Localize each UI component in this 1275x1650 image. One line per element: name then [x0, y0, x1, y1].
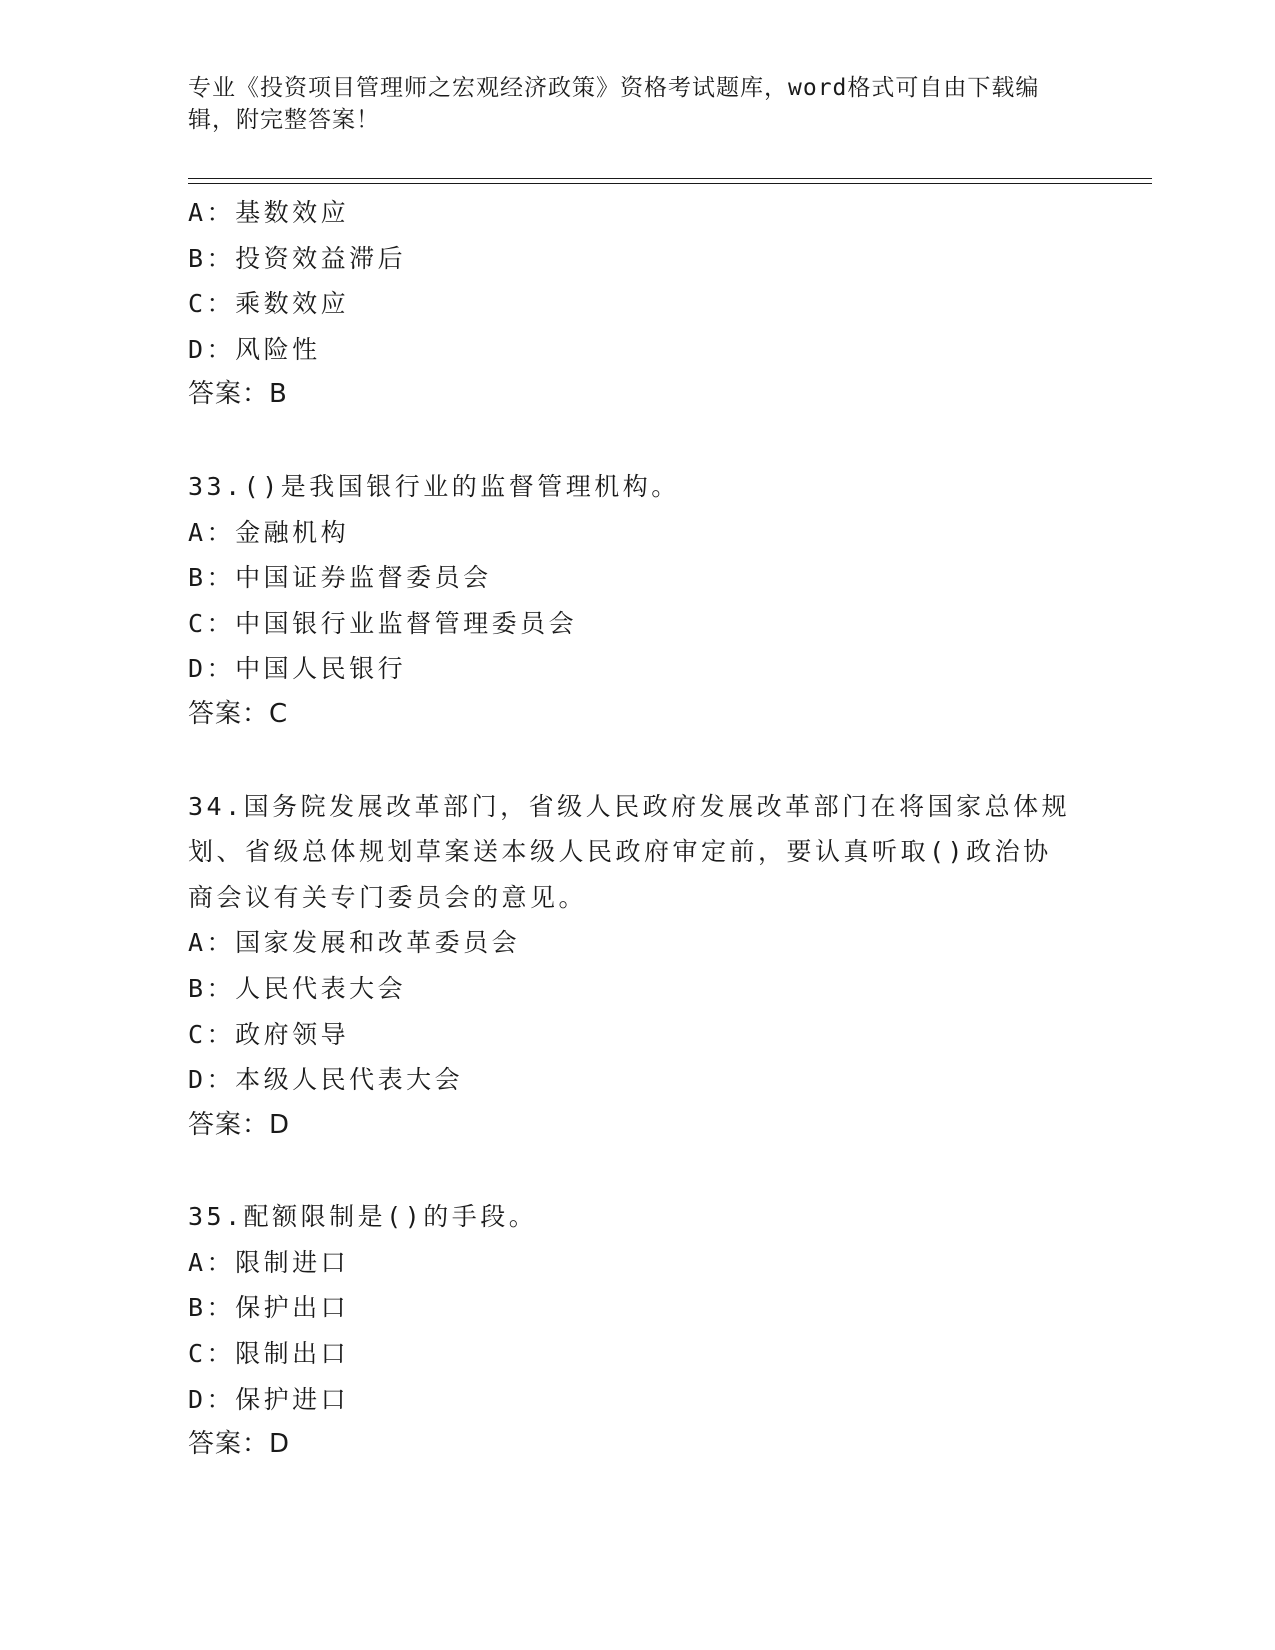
option-text: 投资效益滞后: [235, 243, 407, 273]
header-line-1: 专业《投资项目管理师之宏观经济政策》资格考试题库，word格式可自由下载编: [188, 75, 1040, 101]
question-stem-line-1: 34.国务院发展改革部门，省级人民政府发展改革部门在将国家总体规: [188, 791, 1071, 821]
option-label: A：: [188, 517, 236, 547]
option-label: D：: [188, 1065, 236, 1095]
header-divider-bottom: [188, 183, 1152, 184]
option-text: 保护出口: [235, 1293, 350, 1323]
option-b: [188, 555, 1088, 601]
option-text: 中国银行业监督管理委员会: [235, 608, 578, 638]
option-label: B：: [188, 1293, 236, 1323]
answer-line: 答案：D: [188, 1109, 291, 1140]
question-stem: 33.()是我国银行业的监督管理机构。: [188, 471, 680, 501]
option-text: 国家发展和改革委员会: [235, 928, 521, 958]
option-text: 限制出口: [235, 1339, 350, 1369]
option-text: 限制进口: [235, 1247, 350, 1277]
option-text: 中国证券监督委员会: [235, 563, 492, 593]
option-label: B：: [188, 243, 236, 273]
option-label: C：: [188, 1339, 236, 1369]
option-d: [188, 646, 1088, 692]
answer-line: 答案：D: [188, 1429, 291, 1460]
option-text: 保护进口: [235, 1384, 350, 1414]
option-label: D：: [188, 1384, 236, 1414]
option-text: 中国人民银行: [235, 654, 407, 684]
option-text: 风险性: [235, 334, 321, 364]
question-stem-line-3: 商会议有关专门委员会的意见。: [188, 882, 588, 912]
answer-line: 答案：C: [188, 698, 289, 729]
question-spacer: [188, 1148, 1088, 1194]
option-text: 基数效应: [235, 198, 350, 227]
option-c: [188, 1012, 1088, 1058]
document-header: [188, 72, 1068, 136]
header-line-2: 辑，附完整答案！: [188, 107, 380, 133]
option-c: [188, 1331, 1088, 1377]
option-text: 本级人民代表大会: [235, 1065, 464, 1095]
option-b: [188, 236, 1088, 282]
option-d: [188, 1057, 1088, 1103]
option-label: B：: [188, 563, 236, 593]
option-label: A：: [188, 198, 236, 227]
question-34: [188, 784, 1088, 1149]
answer-line: 答案：B: [188, 379, 288, 410]
question-spacer: [188, 738, 1088, 784]
option-a: [188, 920, 1088, 966]
option-label: C：: [188, 608, 236, 638]
option-b: [188, 1285, 1088, 1331]
option-d: [188, 1377, 1088, 1423]
option-c: [188, 601, 1088, 647]
option-text: 人民代表大会: [235, 973, 407, 1003]
option-label: B：: [188, 973, 236, 1003]
header-divider-top: [188, 178, 1152, 179]
question-continued: [188, 190, 1088, 418]
option-d: [188, 327, 1088, 373]
option-label: A：: [188, 928, 236, 958]
option-label: C：: [188, 1019, 236, 1049]
question-33: [188, 464, 1088, 738]
option-c: [188, 281, 1088, 327]
question-list: [188, 190, 1088, 1468]
option-text: 金融机构: [235, 517, 350, 547]
question-stem: 35.配额限制是()的手段。: [188, 1202, 538, 1232]
option-text: 政府领导: [235, 1019, 350, 1049]
option-a: [188, 510, 1088, 556]
option-text: 乘数效应: [235, 289, 350, 319]
option-a: [188, 190, 1088, 236]
question-35: [188, 1194, 1088, 1468]
option-label: C：: [188, 289, 236, 319]
question-stem-line-2: 划、省级总体规划草案送本级人民政府审定前，要认真听取()政治协: [188, 837, 1052, 867]
option-label: D：: [188, 654, 236, 684]
option-a: [188, 1240, 1088, 1286]
option-b: [188, 966, 1088, 1012]
option-label: A：: [188, 1247, 236, 1277]
question-spacer: [188, 418, 1088, 464]
option-label: D：: [188, 334, 236, 364]
